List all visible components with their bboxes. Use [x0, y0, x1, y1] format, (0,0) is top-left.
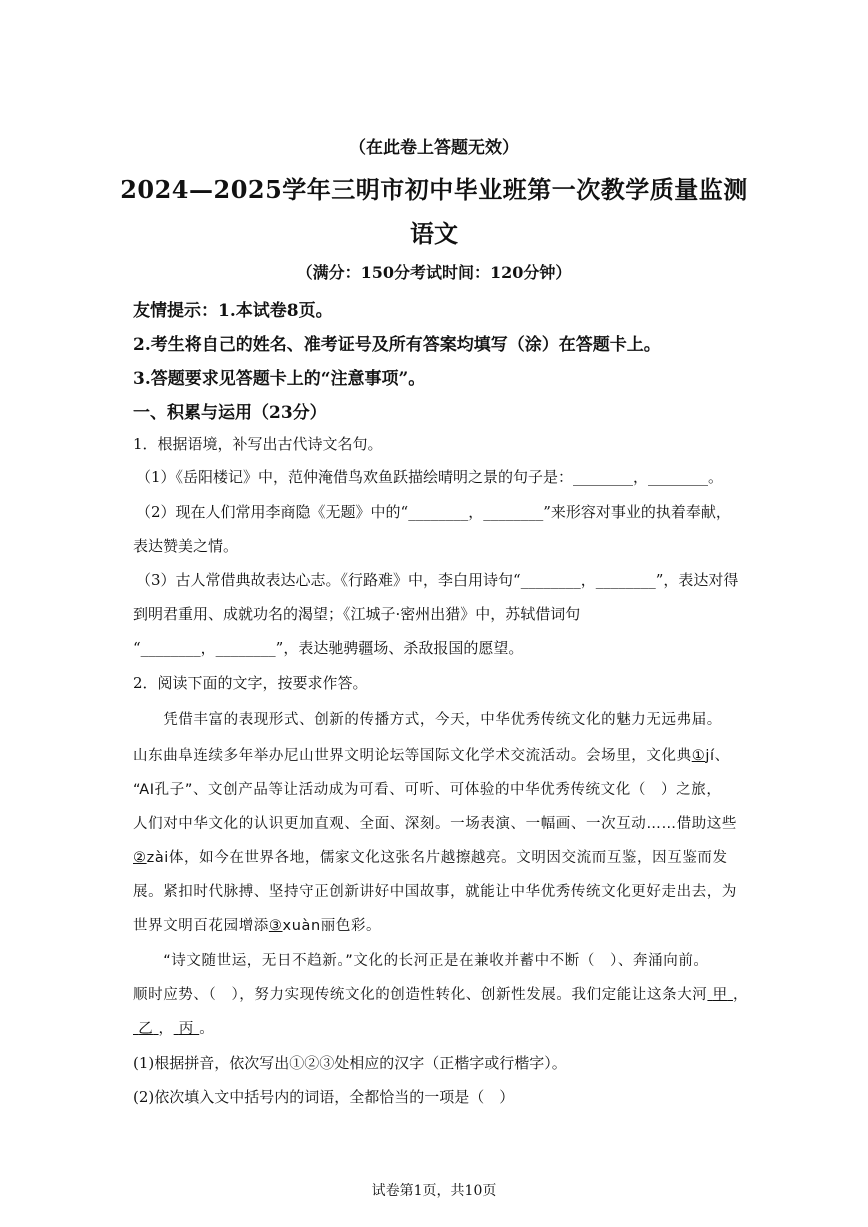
passage-line-3: “AI孔子”、文创产品等让活动成为可看、可听、可体验的中华优秀传统文化（ ）之旅， — [133, 782, 722, 798]
q2-sub1: (1)根据拼音，依次写出①②③处相应的汉字（正楷字或行楷字）。 — [133, 1054, 567, 1072]
passage2-line-2-text: 顺时应势、（ ），努力实现传统文化的创造性转化、创新性发展。我们定能让这条大河 — [133, 987, 708, 1003]
tip-line-1: 友情提示：1.本试卷8页。 — [133, 301, 333, 321]
page-footer: 试卷第1页，共10页 — [371, 1183, 497, 1199]
q1-part3c: “________，________”，表达驰骋疆场、杀敌报国的愿望。 — [133, 639, 524, 657]
passage2-line-3: 乙 ， 丙 。 — [133, 1017, 214, 1038]
blank-yi-label: 乙 — [138, 1021, 154, 1037]
passage-line-1: 凭借丰富的表现形式、创新的传播方式，今天，中华优秀传统文化的魅力无远弗届。 — [133, 712, 722, 728]
tip-line-3: 3.答题要求见答题卡上的“注意事项”。 — [133, 369, 426, 389]
passage-line-4: 人们对中华文化的认识更加直观、全面、深刻。一场表演、一幅画、一次互动……借助这些 — [133, 816, 737, 832]
q2-sub2: (2)依次填入文中括号内的词语，全都恰当的一项是（ ） — [133, 1088, 515, 1106]
passage-line-5-text: zài体，如今在世界各地，儒家文化这张名片越擦越亮。文明因交流而互鉴，因互鉴而发 — [146, 850, 728, 866]
blank-2-marker: ② — [133, 850, 147, 866]
blank-1-pinyin: jí、 — [705, 748, 730, 764]
q1-part1: （1）《岳阳楼记》中，范仲淹借鸟欢鱼跃描绘晴明之景的句子是：________，________。 — [136, 468, 724, 486]
q2-stem: 2．阅读下面的文字，按要求作答。 — [133, 674, 368, 692]
passage-line-7 — [133, 914, 381, 935]
q1-part3a: （3）古人常借典故表达心志。《行路难》中，李白用诗句“________，________”，表达对得 — [136, 571, 739, 589]
q1-part2a: （2）现在人们常用李商隐《无题》中的“________，________”来形容对事业的执着奉献， — [136, 503, 731, 521]
passage-line-5 — [133, 846, 728, 867]
passage2-line-2: 顺时应势、（ ），努力实现传统文化的创造性转化、创新性发展。我们定能让这条大河 甲 ， — [133, 987, 749, 1003]
exam-meta: （满分：150分考试时间：120分钟） — [296, 263, 572, 282]
passage-line-6: 展。紧扣时代脉搏、坚持守正创新讲好中国故事，就能让中华优秀传统文化更好走出去，为 — [133, 884, 737, 900]
q1-part2b: 表达赞美之情。 — [133, 537, 239, 555]
blank-3-marker: ③ — [268, 918, 283, 934]
exam-title: 2024—2025学年三明市初中毕业班第一次教学质量监测 — [120, 175, 748, 204]
q1-stem: 1．根据语境，补写出古代诗文名句。 — [133, 435, 383, 453]
invalid-notice: （在此卷上答题无效） — [349, 138, 519, 158]
blank-3-tail: xuàn丽色彩。 — [282, 918, 382, 934]
blank-1-marker: ① — [691, 748, 706, 764]
passage-line-7-text: 世界文明百花园增添 — [133, 918, 269, 934]
blank-yi — [133, 1021, 159, 1037]
tip-line-2: 2.考生将自己的姓名、准考证号及所有答案均填写（涂）在答题卡上。 — [133, 335, 661, 355]
blank-jia-label: 甲 — [712, 987, 728, 1003]
q1-part3b: 到明君重用、成就功名的渴望；《江城子·密州出猎》中，苏轼借词句 — [133, 605, 581, 623]
passage-line-2-text: 山东曲阜连续多年举办尼山世界文明论坛等国际文化学术交流活动。会场里，文化典 — [133, 748, 692, 764]
subject-title: 语文 — [410, 219, 458, 248]
section-heading: 一、积累与运用（23分） — [133, 403, 327, 423]
blank-bing — [174, 1021, 200, 1037]
passage2-line-1: “诗文随世运，无日不趋新。”文化的长河正是在兼收并蓄中不断（ ）、奔涌向前。 — [133, 953, 709, 969]
blank-jia — [707, 987, 733, 1003]
passage-line-2 — [133, 744, 730, 765]
blank-bing-label: 丙 — [178, 1021, 194, 1037]
